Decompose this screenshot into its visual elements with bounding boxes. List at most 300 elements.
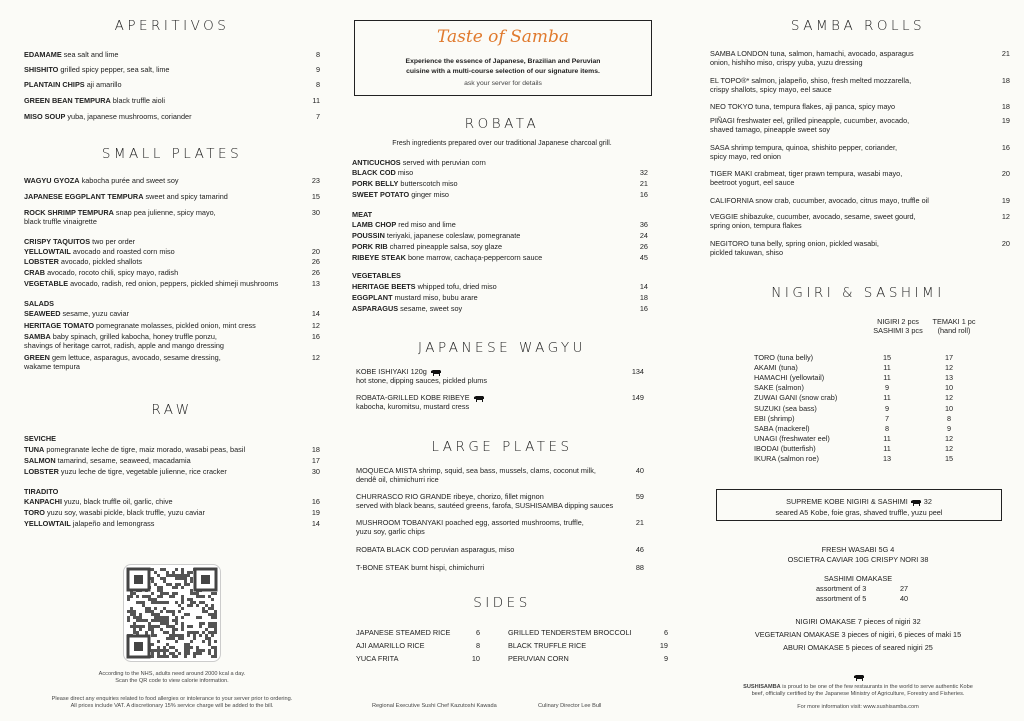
- item-price: 12: [1001, 212, 1010, 221]
- item-desc: salmon, jalapeño, shiso, fresh melted mozzarella,: [751, 76, 912, 85]
- section-heading: [24, 237, 135, 246]
- nigiri-price: 8: [884, 423, 890, 433]
- side-item: PERUVIAN CORN: [508, 654, 569, 663]
- menu-item: [352, 253, 624, 262]
- robata-title: ROBATA: [464, 116, 540, 132]
- item-price: 20: [1001, 169, 1010, 178]
- item-price: 17: [311, 456, 320, 465]
- item-price: 19: [1001, 116, 1010, 125]
- menu-item: [24, 247, 296, 256]
- nigiri-item: SAKE (salmon): [754, 383, 804, 393]
- item-price: 18: [639, 293, 648, 302]
- nigiri-item: IBODAI (butterfish): [754, 443, 816, 453]
- menu-item: [24, 332, 296, 351]
- item-price: 8: [315, 50, 320, 59]
- item-price: 16: [639, 190, 648, 199]
- side-price: 8: [475, 641, 480, 650]
- item-desc: avocado, radish, red onion, peppers, pickled shimeji mushrooms: [70, 279, 279, 288]
- item-name: HERITAGE BEETS: [352, 282, 416, 291]
- section-heading-label: TIRADITO: [24, 487, 59, 496]
- item-name: SWEET POTATO: [352, 190, 410, 199]
- item-name: LOBSTER: [24, 467, 59, 476]
- menu-item: [352, 231, 624, 240]
- item-name: CALIFORNIA: [710, 196, 754, 205]
- menu-item: [24, 321, 296, 330]
- side-price: 6: [663, 628, 668, 637]
- large-plate-item: [356, 563, 628, 572]
- item-desc: avocado, rocoto chili, spicy mayo, radish: [47, 268, 179, 277]
- omakase-list: [690, 615, 1024, 654]
- item-desc-2: wakame tempura: [24, 362, 80, 372]
- menu-item: [24, 268, 296, 277]
- taste-line-1: Experience the essence of Japanese, Brazilian and Peruvian: [405, 58, 601, 65]
- item-name: JAPANESE EGGPLANT TEMPURA: [24, 192, 144, 201]
- item-desc: sesame, yuzu caviar: [62, 309, 130, 318]
- temaki-price: 12: [944, 393, 954, 403]
- nigiri-price: 15: [882, 353, 892, 362]
- item-name: SALMON: [24, 456, 56, 465]
- large-plate-item: [356, 492, 628, 511]
- item-name: TUNA: [24, 445, 45, 454]
- menu-item: [352, 293, 624, 302]
- director-credit: Culinary Director Lee Bull: [538, 703, 602, 709]
- item-desc: butterscotch miso: [400, 179, 458, 188]
- item-desc: tamarind, sesame, seaweed, macadamia: [57, 456, 191, 465]
- item-desc: pomegranate molasses, pickled onion, mint cress: [96, 321, 256, 330]
- item-name: RIBEYE STEAK: [352, 253, 406, 262]
- item-name: ASPARAGUS: [352, 304, 399, 313]
- item-desc: snap pea julienne, spicy mayo,: [115, 208, 216, 217]
- menu-item: [24, 257, 296, 266]
- supreme-kobe-desc: seared A5 Kobe, foie gras, shaved truffle, yuzu peel: [775, 508, 943, 517]
- item-desc: jalapeño and lemongrass: [72, 519, 155, 528]
- nigiri-col-header-1: NIGIRI 2 pcs SASHIMI 3 pcs: [873, 317, 923, 336]
- menu-item: [24, 467, 296, 476]
- item-name: LOBSTER: [24, 257, 59, 266]
- item-desc-2: spicy mayo, red onion: [710, 152, 781, 162]
- item-desc-2: onion, hishiho miso, crispy yuba, yuzu dressing: [710, 58, 863, 68]
- nigiri-price: 11: [883, 433, 891, 443]
- item-price: 18: [311, 445, 320, 454]
- item-name: SHISHITO: [24, 65, 59, 74]
- menu-item: [710, 76, 986, 95]
- item-name: EGGPLANT: [352, 293, 393, 302]
- item-name: TIGER MAKI: [710, 169, 753, 178]
- item-price: 19: [1001, 196, 1010, 205]
- item-desc: tuna belly, spring onion, pickled wasabi,: [750, 239, 879, 248]
- item-price: 46: [635, 545, 644, 554]
- menu-item: [24, 65, 296, 74]
- section-heading: [24, 487, 58, 496]
- menu-item: [352, 242, 624, 251]
- menu-item: [24, 456, 296, 465]
- item-desc: whipped tofu, dried miso: [417, 282, 497, 291]
- menu-item: [24, 497, 296, 506]
- wagyu-title: JAPANESE WAGYU: [417, 340, 587, 356]
- temaki-price: 8: [946, 413, 952, 423]
- item-price: 16: [1001, 143, 1010, 152]
- menu-item: [710, 212, 986, 231]
- menu-item: [710, 143, 986, 162]
- nigiri-item: ZUWAI GANI (snow crab): [754, 393, 838, 403]
- menu-item: [710, 239, 986, 258]
- chef-credit: Regional Executive Sushi Chef Kazutoshi Kawada: [372, 703, 497, 709]
- item-price: 16: [639, 304, 648, 313]
- item-price: 30: [311, 208, 320, 217]
- item-name: SAMBA LONDON: [710, 49, 769, 58]
- item-desc-2: shaved tamago, pineapple sweet soy: [710, 125, 831, 135]
- item-price: 12: [311, 353, 320, 362]
- temaki-price: 12: [944, 443, 954, 453]
- item-price: 30: [311, 467, 320, 476]
- aperitivos-title: APERITIVOS: [114, 18, 230, 34]
- nigiri-price: 11: [883, 363, 891, 373]
- menu-item: [710, 49, 986, 68]
- item-name: GREEN: [24, 353, 50, 362]
- item-desc: charred pineapple salsa, soy glaze: [389, 242, 503, 251]
- menu-item: [24, 353, 296, 372]
- item-price: 26: [639, 242, 648, 251]
- section-heading: [24, 299, 54, 308]
- item-desc: ginger miso: [411, 190, 449, 199]
- menu-item: [24, 309, 296, 318]
- menu-item: [352, 168, 624, 177]
- oscietra-caviar: OSCIETRA CAVIAR 10G CRISPY NORI 38: [787, 555, 929, 564]
- item-desc: sea salt and lime: [63, 50, 119, 59]
- item-price: 21: [639, 179, 648, 188]
- temaki-price: 13: [944, 373, 954, 383]
- omakase-3: assortment of 3 27: [816, 584, 909, 593]
- side-item: YUCA FRITA: [356, 654, 399, 663]
- side-item: JAPANESE STEAMED RICE: [356, 628, 451, 637]
- item-name: LAMB CHOP: [352, 220, 397, 229]
- item-desc: yuzu leche de tigre, vegetable julienne, rice cracker: [60, 467, 227, 476]
- raw-title: RAW: [151, 402, 193, 418]
- nigiri-item: TORO (tuna belly): [754, 353, 814, 362]
- item-desc: kabocha, kuromitsu, mustard cress: [356, 402, 470, 412]
- side-price: 10: [471, 654, 480, 663]
- cow-icon: [910, 499, 922, 506]
- item-name: MUSHROOM TOBANYAKI: [356, 518, 444, 527]
- item-name: VEGETABLE: [24, 279, 69, 288]
- item-name: PORK BELLY: [352, 179, 399, 188]
- large-plates-title: LARGE PLATES: [431, 439, 573, 455]
- item-desc: freshwater eel, grilled pineapple, cucumber, avocado,: [736, 116, 910, 125]
- item-price: 18: [1001, 102, 1010, 111]
- supreme-kobe-line: SUPREME KOBE NIGIRI & SASHIMI 32: [786, 497, 932, 506]
- wagyu-item: [356, 367, 606, 386]
- item-desc: black truffle aioli: [112, 96, 165, 105]
- item-desc: grilled spicy pepper, sea salt, lime: [60, 65, 170, 74]
- website-note: For more information visit: www.sushisamba.com: [797, 704, 919, 710]
- temaki-price: 12: [944, 433, 954, 443]
- item-name: YELLOWTAIL: [24, 247, 71, 256]
- item-desc-2: crispy shallots, spicy mayo, eel sauce: [710, 85, 832, 95]
- samba-rolls-title: SAMBA ROLLS: [790, 18, 926, 34]
- section-heading-label: SEVICHE: [24, 434, 57, 443]
- menu-item: [24, 208, 296, 227]
- wagyu-item: [356, 393, 606, 412]
- menu-item: [24, 50, 296, 59]
- side-price: 6: [475, 628, 480, 637]
- section-heading-note: two per order: [92, 237, 136, 246]
- nigiri-item: EBI (shrimp): [754, 413, 795, 423]
- item-price: 149: [631, 393, 644, 402]
- item-price: 20: [1001, 239, 1010, 248]
- side-item: GRILLED TENDERSTEM BROCCOLI: [508, 628, 632, 637]
- item-name: ROBATA BLACK COD: [356, 545, 429, 554]
- section-heading-label: VEGETABLES: [352, 271, 401, 280]
- omakase-5: assortment of 5 40: [816, 594, 909, 603]
- temaki-price: 12: [944, 363, 954, 373]
- nigiri-item: SUZUKI (sea bass): [754, 403, 817, 413]
- item-name: CHURRASCO RIO GRANDE: [356, 492, 452, 501]
- right-column: [710, 0, 1010, 721]
- item-desc-2: pickled takuwan, shiso: [710, 248, 784, 258]
- item-desc: avocado, pickled shallots: [60, 257, 143, 266]
- item-desc: pomegranate leche de tigre, maiz morado, wasabi peas, basil: [46, 445, 246, 454]
- item-price: 16: [311, 332, 320, 341]
- nigiri-price: 11: [883, 393, 891, 403]
- item-desc: crabmeat, tiger prawn tempura, wasabi mayo,: [754, 169, 903, 178]
- item-price: 20: [311, 247, 320, 256]
- extras: [710, 545, 1006, 565]
- item-price: 45: [639, 253, 648, 262]
- menu-item: [710, 116, 986, 135]
- item-desc-2: served with black beans, sautéed greens, farofa, SUSHISAMBA dipping sauces: [356, 501, 614, 511]
- item-name: SAMBA: [24, 332, 51, 341]
- item-price: 16: [311, 497, 320, 506]
- item-desc: gem lettuce, asparagus, avocado, sesame dressing,: [51, 353, 221, 362]
- item-price: 23: [311, 176, 320, 185]
- item-desc: baby spinach, grilled kabocha, honey truffle ponzu,: [52, 332, 217, 341]
- section-heading: [24, 434, 56, 443]
- menu-item: [352, 220, 624, 229]
- item-name: PIÑAGI: [710, 116, 735, 125]
- menu-item: [352, 190, 624, 199]
- item-name: POUSSIN: [352, 231, 385, 240]
- item-desc-2: black truffle vinaigrette: [24, 217, 97, 227]
- menu-item: [24, 112, 296, 121]
- menu-item: [710, 102, 986, 111]
- item-name: PORK RIB: [352, 242, 388, 251]
- kobe-note: SUSHISAMBA is proud to be one of the few restaurants in the world to serve authentic Kobe beef, officially certified by the Japanese Ministry of Agriculture, Forestry and Fisheries.: [743, 684, 973, 698]
- menu-item: [710, 169, 986, 188]
- item-desc: yuzu soy, wasabi pickle, black truffle, yuzu caviar: [46, 508, 205, 517]
- item-desc-2: shavings of heritage carrot, radish, apple and mango dressing: [24, 341, 224, 351]
- middle-column: [352, 0, 668, 721]
- item-name: NEGITORO: [710, 239, 749, 248]
- item-name: ROBATA-GRILLED KOBE RIBEYE: [356, 393, 470, 402]
- item-desc: yuzu, black truffle oil, garlic, chive: [64, 497, 173, 506]
- menu-item: [352, 282, 624, 291]
- item-desc: shibazuke, cucumber, avocado, sesame, sweet gourd,: [740, 212, 916, 221]
- item-desc: shrimp, squid, sea bass, mussels, clams, coconut milk,: [418, 466, 596, 475]
- cow-icon: [853, 674, 865, 681]
- item-desc: miso: [397, 168, 414, 177]
- item-desc: mustard miso, bubu arare: [394, 293, 478, 302]
- menu-item: [24, 445, 296, 454]
- item-desc: shrimp tempura, quinoa, shishito pepper, coriander,: [731, 143, 898, 152]
- side-price: 9: [663, 654, 668, 663]
- temaki-price: 10: [944, 403, 954, 413]
- item-price: 134: [631, 367, 644, 376]
- nigiri-item: HAMACHI (yellowtail): [754, 373, 825, 383]
- item-desc: yuba, japanese mushrooms, coriander: [67, 112, 192, 121]
- nigiri-item: IKURA (salmon roe): [754, 454, 819, 463]
- item-desc: teriyaki, japanese coleslaw, pomegranate: [386, 231, 521, 240]
- nigiri-item: UNAGI (freshwater eel): [754, 433, 830, 443]
- large-plate-item: [356, 545, 628, 554]
- menu-item: [24, 519, 296, 528]
- nigiri-price: 11: [883, 443, 891, 453]
- item-name: NEO TOKYO: [710, 102, 754, 111]
- item-name: WAGYU GYOZA: [24, 176, 80, 185]
- section-heading: [352, 210, 372, 219]
- item-name: T-BONE STEAK: [356, 563, 410, 572]
- item-price: 18: [1001, 76, 1010, 85]
- item-price: 14: [639, 282, 648, 291]
- menu-item: [352, 179, 624, 188]
- item-price: 14: [311, 519, 320, 528]
- item-desc: tuna, tempura flakes, aji panca, spicy mayo: [755, 102, 896, 111]
- item-desc: tuna, salmon, hamachi, avocado, asparagus: [770, 49, 914, 58]
- side-price: 19: [659, 641, 668, 650]
- menu-item: [24, 279, 296, 288]
- item-price: 21: [1001, 49, 1010, 58]
- item-name: CRAB: [24, 268, 46, 277]
- menu-item: [24, 508, 296, 517]
- item-name: GREEN BEAN TEMPURA: [24, 96, 111, 105]
- item-name: KANPACHI: [24, 497, 62, 506]
- item-name: HERITAGE TOMATO: [24, 321, 94, 330]
- robata-intro: Fresh ingredients prepared over our traditional Japanese charcoal grill.: [392, 140, 612, 147]
- item-desc: snow crab, cucumber, avocado, citrus mayo, truffle oil: [755, 196, 929, 205]
- nigiri-col-header-2: TEMAKI 1 pc (hand roll): [932, 317, 976, 336]
- vegetarian-omakase: VEGETARIAN OMAKASE 3 pieces of nigiri, 6 pieces of maki 15: [754, 630, 962, 639]
- item-price: 14: [311, 309, 320, 318]
- taste-line-2: cuisine with a multi-course selection of our signature items.: [406, 68, 600, 75]
- nigiri-price: 13: [882, 454, 892, 463]
- menu-item: [352, 304, 624, 313]
- item-name: KOBE ISHIYAKI 120g: [356, 367, 427, 376]
- left-column: [24, 0, 320, 721]
- allergy-note: Please direct any enquiries related to food allergies or intolerance to your server prior to ordering. All prices include VAT. A discretionary 15% service charge will be added to the bill.: [51, 696, 293, 710]
- section-heading-label: SALADS: [24, 299, 54, 308]
- item-desc: poached egg, assorted mushrooms, truffle,: [445, 518, 584, 527]
- item-name: EDAMAME: [24, 50, 62, 59]
- menu-item: [24, 192, 296, 201]
- item-price: 40: [635, 466, 644, 475]
- item-name: ROCK SHRIMP TEMPURA: [24, 208, 114, 217]
- menu-item: [24, 176, 296, 185]
- nigiri-price: 9: [884, 383, 890, 393]
- item-price: 21: [635, 518, 644, 527]
- item-price: 32: [639, 168, 648, 177]
- section-heading: [352, 271, 401, 280]
- item-desc: red miso and lime: [398, 220, 456, 229]
- qr-code[interactable]: [123, 564, 221, 662]
- nigiri-omakase: NIGIRI OMAKASE 7 pieces of nigiri 32: [795, 617, 921, 626]
- item-price: 59: [635, 492, 644, 501]
- sashimi-omakase-title: SASHIMI OMAKASE: [823, 574, 893, 583]
- item-desc: peruvian asparagus, miso: [430, 545, 515, 554]
- item-name: YELLOWTAIL: [24, 519, 71, 528]
- menu-item: [710, 196, 986, 205]
- item-desc-2: beetroot yogurt, eel sauce: [710, 178, 795, 188]
- item-desc: sweet and spicy tamarind: [145, 192, 228, 201]
- taste-line-3: ask your server for details: [464, 80, 542, 87]
- section-heading-label: MEAT: [352, 210, 373, 219]
- large-plate-item: [356, 518, 628, 537]
- cow-icon: [473, 395, 485, 402]
- nigiri-price: 9: [884, 403, 890, 413]
- item-desc-2: spring onion, tempura flakes: [710, 221, 802, 231]
- item-name: TORO: [24, 508, 45, 517]
- item-name: EL TOPO®*: [710, 76, 750, 85]
- menu-item: [24, 80, 296, 89]
- side-item: BLACK TRUFFLE RICE: [508, 641, 587, 650]
- taste-of-samba-box: [354, 20, 652, 96]
- item-price: 19: [311, 508, 320, 517]
- temaki-price: 15: [944, 454, 954, 463]
- menu-item: [24, 96, 296, 105]
- temaki-price: 10: [944, 383, 954, 393]
- side-item: AJI AMARILLO RICE: [356, 641, 425, 650]
- item-price: 26: [311, 268, 320, 277]
- item-name: MISO SOUP: [24, 112, 66, 121]
- item-desc: sesame, sweet soy: [400, 304, 463, 313]
- item-price: 12: [311, 321, 320, 330]
- section-heading-label: CRISPY TAQUITOS: [24, 237, 91, 246]
- nigiri-price: 7: [884, 413, 890, 423]
- item-desc: ribeye, chorizo, fillet mignon: [453, 492, 544, 501]
- item-desc-2: dendê oil, chimichurri rice: [356, 475, 439, 485]
- item-name: SASA: [710, 143, 730, 152]
- fresh-wasabi: FRESH WASABI 5G 4: [821, 545, 895, 554]
- cow-icon: [430, 369, 442, 376]
- item-price: 9: [315, 65, 320, 74]
- nigiri-item: AKAMI (tuna): [754, 363, 798, 373]
- item-price: 36: [639, 220, 648, 229]
- item-price: 26: [311, 257, 320, 266]
- item-price: 15: [311, 192, 320, 201]
- item-name: BLACK COD: [352, 168, 396, 177]
- small-plates-title: SMALL PLATES: [101, 146, 243, 162]
- large-plate-item: [356, 466, 628, 485]
- nigiri-price: 11: [883, 373, 891, 383]
- item-desc: aji amarillo: [86, 80, 122, 89]
- aburi-omakase: ABURI OMAKASE 5 pieces of seared nigiri 25: [783, 643, 933, 652]
- item-desc-2: yuzu soy, garlic chips: [356, 527, 425, 537]
- temaki-price: 17: [944, 353, 954, 362]
- item-desc: hot stone, dipping sauces, pickled plums: [356, 376, 488, 386]
- nigiri-item: SABA (mackerel): [754, 423, 810, 433]
- item-desc: kabocha purée and sweet soy: [81, 176, 179, 185]
- item-desc: burnt hispi, chimichurri: [411, 563, 485, 572]
- item-price: 7: [315, 112, 320, 121]
- item-desc: bone marrow, cachaça-peppercorn sauce: [407, 253, 543, 262]
- item-desc: avocado and roasted corn miso: [72, 247, 175, 256]
- section-heading-label: ANTICUCHOS: [352, 158, 401, 167]
- item-name: VEGGIE: [710, 212, 738, 221]
- section-heading: [352, 158, 486, 167]
- section-heading-note: served with peruvian corn: [402, 158, 486, 167]
- item-price: 8: [315, 80, 320, 89]
- item-price: 88: [635, 563, 644, 572]
- temaki-price: 9: [946, 423, 952, 433]
- qr-code-icon: [124, 565, 220, 661]
